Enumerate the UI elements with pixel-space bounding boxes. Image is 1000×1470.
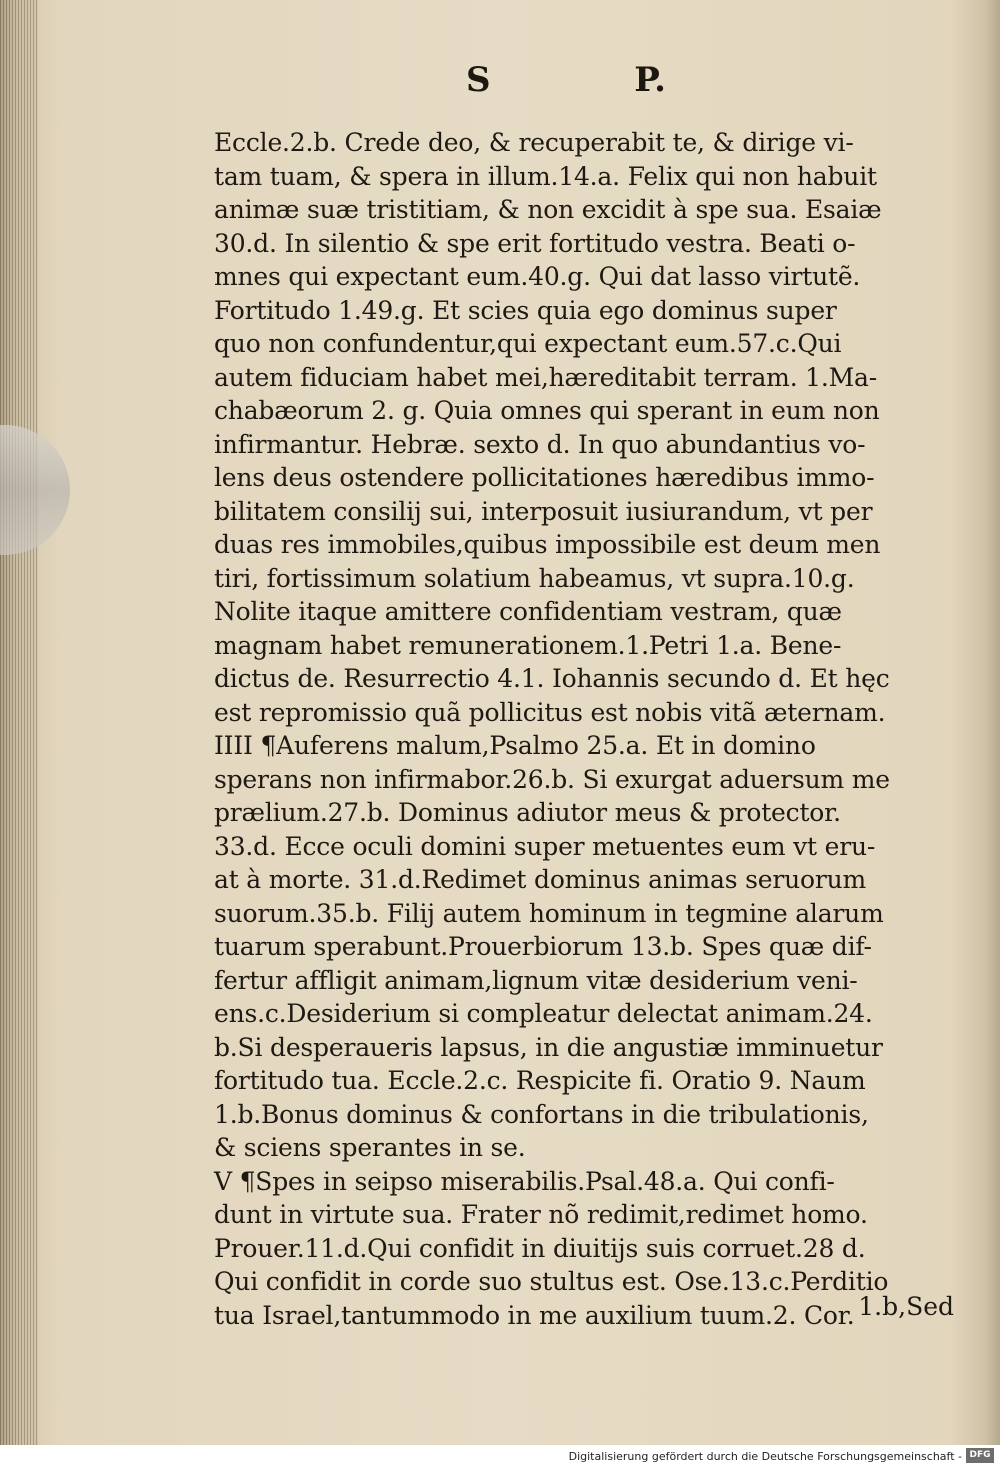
- catchword: 1.b,Sed: [858, 1292, 954, 1321]
- page-clip: [0, 425, 70, 555]
- text-line: b.Si desperaueris lapsus, in die angustiæ imminuetur: [214, 1032, 883, 1062]
- text-line: Qui confidit in corde suo stultus est. Ose.13.c.Perditio: [214, 1267, 889, 1296]
- text-line: 30.d. In silentio & spe erit fortitudo vestra. Beati o-: [214, 228, 856, 258]
- text-line: sperans non infirmabor.26.b. Si exurgat aduersum me: [214, 764, 890, 794]
- text-line: IIII ¶Auferens malum,Psalmo 25.a. Et in domino: [214, 731, 816, 760]
- footer-credit: Digitalisierung gefördert durch die Deutsche Forschungsgemeinschaft -: [568, 1450, 962, 1463]
- text-line: 1.b.Bonus dominus & confortans in die tribulationis,: [214, 1099, 869, 1129]
- text-line: dunt in virtute sua. Frater nõ redimit,redimet homo.: [214, 1200, 868, 1229]
- text-line: chabæorum 2. g. Quia omnes qui sperant in eum non: [214, 396, 880, 425]
- header-right: P.: [634, 60, 666, 100]
- text-line: 33.d. Ecce oculi domini super metuentes eum vt eru-: [214, 831, 876, 861]
- footer-bar: [0, 1445, 1000, 1470]
- text-line: quo non confundentur,qui expectant eum.57.c.Qui: [214, 329, 842, 358]
- text-line: Fortitudo 1.49.g. Et scies quia ego dominus super: [214, 295, 837, 325]
- text-line: at à morte. 31.d.Redimet dominus animas seruorum: [214, 865, 867, 894]
- text-line: magnam habet remunerationem.1.Petri 1.a. Bene-: [214, 630, 842, 660]
- body-text: [214, 126, 954, 1332]
- text-line: est repromissio quã pollicitus est nobis vitã æternam.: [214, 697, 886, 727]
- text-line: Nolite itaque amittere confidentiam vestram, quæ: [214, 597, 842, 626]
- text-line: & sciens sperantes in se.: [214, 1133, 526, 1162]
- text-line: tuarum sperabunt.Prouerbiorum 13.b. Spes quæ dif-: [214, 932, 872, 961]
- text-line: animæ suæ tristitiam, & non excidit à spe sua. Esaiæ: [214, 195, 882, 224]
- text-line: autem fiduciam habet mei,hæreditabit terram. 1.Ma-: [214, 362, 877, 392]
- text-line: duas res immobiles,quibus impossibile est deum men: [214, 530, 881, 559]
- text-line: Prouer.11.d.Qui confidit in diuitijs suis corruet.28 d.: [214, 1233, 866, 1263]
- text-line: dictus de. Resurrectio 4.1. Iohannis secundo d. Et hęc: [214, 664, 890, 693]
- text-line: lens deus ostendere pollicitationes hæredibus immo-: [214, 463, 875, 492]
- text-line: tiri, fortissimum solatium habeamus, vt supra.10.g.: [214, 563, 855, 593]
- running-header: [466, 60, 666, 100]
- text-line: infirmantur. Hebræ. sexto d. In quo abundantius vo-: [214, 429, 866, 459]
- text-line: mnes qui expectant eum.40.g. Qui dat lasso virtutẽ.: [214, 262, 861, 291]
- text-line: ens.c.Desiderium si compleatur delectat animam.24.: [214, 999, 873, 1028]
- text-line: prælium.27.b. Dominus adiutor meus & protector.: [214, 798, 841, 827]
- header-left: S: [466, 60, 491, 100]
- text-line: tua Israel,tantummodo in me auxilium tuum.2. Cor.: [214, 1300, 855, 1330]
- dfg-logo: DFG: [966, 1448, 994, 1463]
- text-line: bilitatem consilij sui, interposuit iusiurandum, vt per: [214, 496, 873, 526]
- text-line: tam tuam, & spera in illum.14.a. Felix qui non habuit: [214, 161, 877, 191]
- text-line: fortitudo tua. Eccle.2.c. Respicite fi. Oratio 9. Naum: [214, 1066, 866, 1095]
- text-line: suorum.35.b. Filij autem hominum in tegmine alarum: [214, 898, 884, 928]
- text-line: fertur affligit animam,lignum vitæ desiderium veni-: [214, 965, 858, 995]
- page-edges: [0, 0, 38, 1445]
- text-line: V ¶Spes in seipso miserabilis.Psal.48.a. Qui confi-: [214, 1166, 835, 1196]
- text-line: Eccle.2.b. Crede deo, & recuperabit te, & dirige vi-: [214, 128, 854, 157]
